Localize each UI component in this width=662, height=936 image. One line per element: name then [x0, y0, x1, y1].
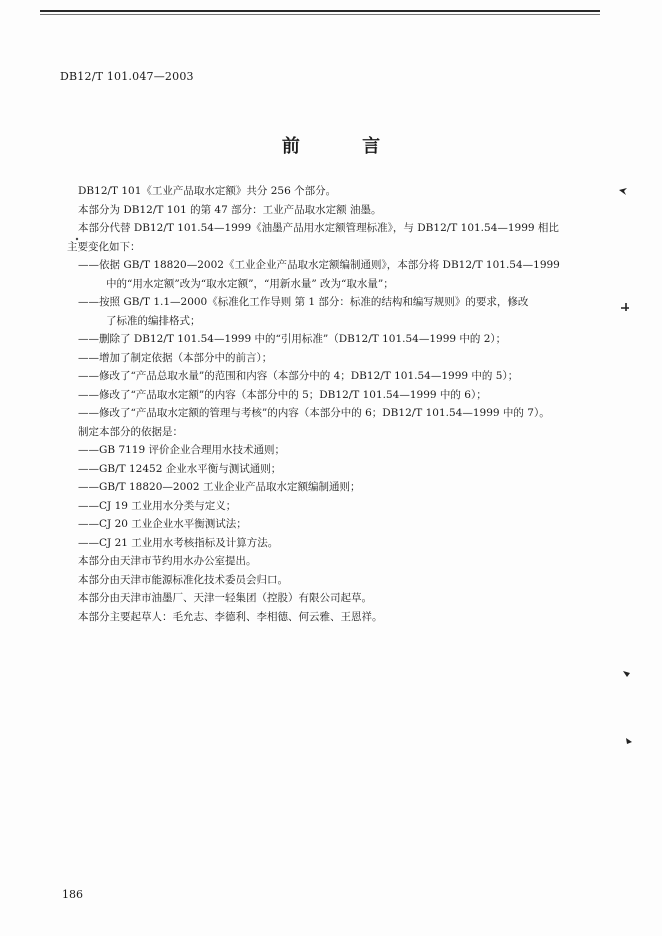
body-line: 中的“用水定额”改为“取水定额”，“用新水量” 改为“取水量”；	[106, 277, 394, 290]
body-line: 主要变化如下：	[67, 240, 141, 253]
scan-dot-icon	[74, 236, 80, 242]
body-line: ——依据 GB/T 18820—2002《工业企业产品取水定额编制通则》，本部分将 DB12/T 101.54—1999	[78, 259, 560, 271]
body-line: DB12/T 101《工业产品取水定额》共分 256 个部分。	[78, 185, 337, 197]
body-line: 本部分代替 DB12/T 101.54—1999《油墨产品用水定额管理标准》，与 DB12/T 101.54—1999 相比	[78, 222, 559, 234]
document-code: DB12/T 101.047—2003	[60, 70, 194, 83]
body-line: 本部分主要起草人：毛允志、李德利、李相德、何云雅、王恩祥。	[78, 610, 383, 623]
body-line: ——CJ 19 工业用水分类与定义；	[78, 499, 237, 512]
body-line: 本部分由天津市能源标准化技术委员会归口。	[78, 573, 288, 586]
scan-mark-icon	[618, 186, 628, 196]
body-line: ——CJ 20 工业企业水平衡测试法；	[78, 518, 247, 530]
body-line: ——按照 GB/T 1.1—2000《标准化工作导则 第 1 部分：标准的结构和编写规则》的要求，修改	[78, 296, 529, 308]
body-line: ——增加了制定依据（本部分中的前言）；	[78, 351, 273, 364]
header-rule	[40, 10, 600, 12]
scan-mark-icon	[620, 302, 630, 312]
body-line: 本部分由天津市油墨厂、天津一轻集团（控股）有限公司起草。	[78, 592, 372, 604]
scan-mark-icon	[622, 668, 632, 678]
page-title: 前 言	[281, 136, 409, 157]
body-line: ——修改了“产品总取水量”的范围和内容（本部分中的 4；DB12/T 101.54—1999 中的 5）；	[78, 370, 519, 382]
body-line: ——CJ 21 工业用水考核指标及计算方法。	[78, 536, 279, 549]
body-line: 了标准的编排格式；	[106, 314, 201, 327]
body-line: ——GB 7119 评价企业合理用水技术通则；	[78, 444, 286, 456]
body-line: 制定本部分的依据是：	[78, 425, 183, 438]
body-line: ——GB/T 18820—2002 工业企业产品取水定额编制通则；	[78, 481, 361, 493]
page-number: 186	[62, 888, 83, 901]
body-line: ——修改了“产品取水定额”的内容（本部分中的 5；DB12/T 101.54—1999 中的 6）；	[78, 388, 487, 401]
body-line: ——GB/T 12452 企业水平衡与测试通则；	[78, 462, 282, 475]
foreword-body	[67, 182, 598, 626]
body-line: 本部分由天津市节约用水办公室提出。	[78, 555, 257, 567]
scan-mark-icon	[624, 736, 634, 746]
body-line: ——修改了“产品取水定额的管理与考核”的内容（本部分中的 6；DB12/T 101.54—1999 中的 7）。	[78, 407, 550, 419]
body-line: 本部分为 DB12/T 101 的第 47 部分：工业产品取水定额 油墨。	[78, 203, 382, 216]
body-line: ——删除了 DB12/T 101.54—1999 中的“引用标准”（DB12/T 101.54—1999 中的 2）；	[78, 333, 507, 345]
